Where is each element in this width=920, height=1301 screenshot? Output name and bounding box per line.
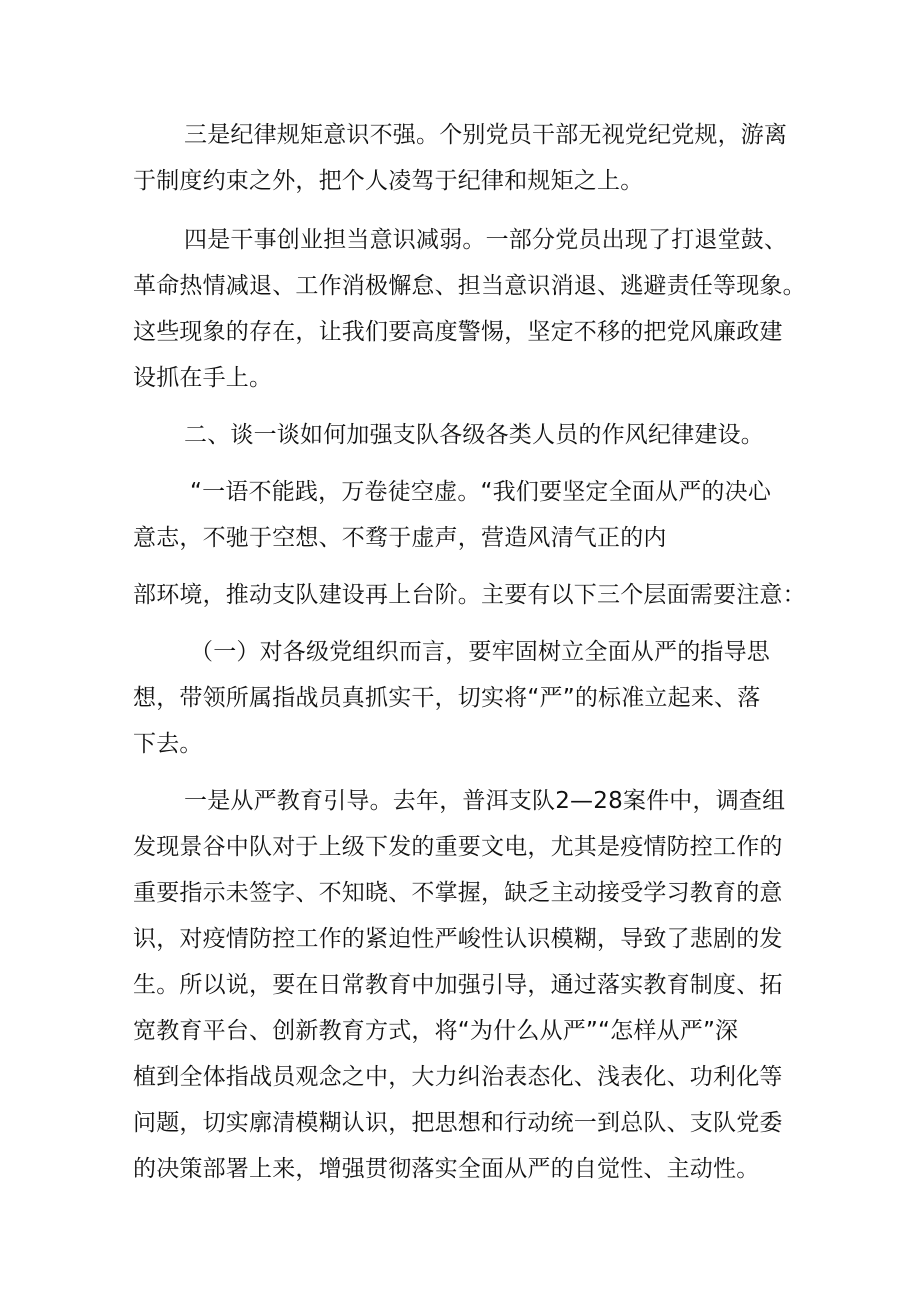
text-line: 四是干事创业担当意识减弱。一部分党员出现了打退堂鼓、 bbox=[184, 227, 788, 253]
text-line: 下去。 bbox=[133, 731, 203, 757]
text-line: 植到全体指战员观念之中，大力纠治表态化、浅表化、功利化等 bbox=[133, 1064, 783, 1090]
text-line: 宽教育平台、创新教育方式，将“为什么从严”“怎样从严”深 bbox=[133, 1018, 739, 1044]
text-line: 发现景谷中队对于上级下发的重要文电，尤其是疫情防控工作的 bbox=[133, 834, 783, 860]
text-line: 三是纪律规矩意识不强。个别党员干部无视党纪党规，游离 bbox=[184, 122, 788, 148]
text-line: 识，对疫情防控工作的紧迫性严峻性认识模糊，导致了悲剧的发 bbox=[133, 926, 783, 952]
section-heading: 二、谈一谈如何加强支队各级各类人员的作风纪律建设。 bbox=[184, 422, 764, 448]
text-line: 生。所以说，要在日常教育中加强引导，通过落实教育制度、拓 bbox=[133, 972, 783, 998]
text-line: 一是从严教育引导。去年，普洱支队2—28案件中，调查组 bbox=[184, 788, 786, 814]
text-line: 问题，切实廓清模糊认识，把思想和行动统一到总队、支队党委 bbox=[133, 1110, 783, 1136]
text-line: 部环境，推动支队建设再上台阶。主要有以下三个层面需要注意： bbox=[133, 582, 806, 608]
text-line: 于制度约束之外，把个人凌驾于纪律和规矩之上。 bbox=[133, 168, 644, 194]
text-line: 的决策部署上来，增强贯彻落实全面从严的自觉性、主动性。 bbox=[133, 1156, 760, 1182]
text-line: 重要指示未签字、不知晓、不掌握，缺乏主动接受学习教育的意 bbox=[133, 880, 783, 906]
text-line: 革命热情减退、工作消极懈怠、担当意识消退、逃避责任等现象。 bbox=[133, 273, 806, 299]
text-line: 想，带领所属指战员真抓实干，切实将“严”的标准立起来、落 bbox=[133, 685, 761, 711]
subsection-heading: （一）对各级党组织而言，要牢固树立全面从严的指导思 bbox=[190, 639, 770, 665]
text-line: “一语不能践，万卷徒空虚。“我们要坚定全面从严的决心 bbox=[190, 479, 772, 505]
text-line: 设抓在手上。 bbox=[133, 365, 273, 391]
text-line: 这些现象的存在，让我们要高度警惕，坚定不移的把党风廉政建 bbox=[133, 319, 783, 345]
text-line: 意志，不驰于空想、不骛于虚声，营造风清气正的内 bbox=[133, 525, 667, 551]
